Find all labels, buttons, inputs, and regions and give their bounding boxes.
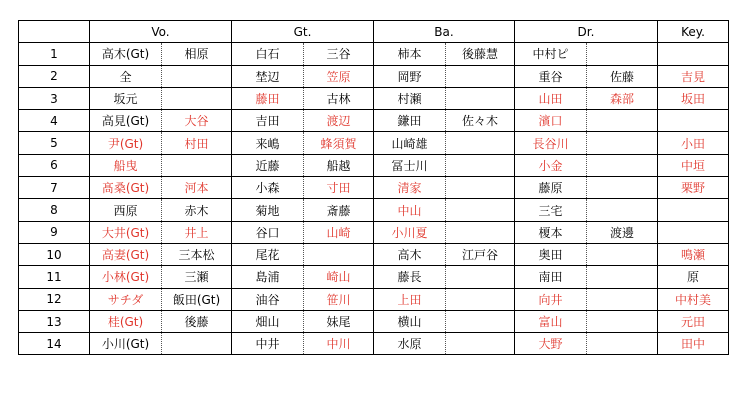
cell-vocal-2: 三瀬 [162, 266, 232, 288]
cell-keyboard: 鳴瀬 [658, 243, 729, 265]
cell-drums-1: 南田 [515, 266, 587, 288]
cell-drums-2 [587, 177, 658, 199]
cell-vocal-2 [162, 333, 232, 355]
cell-guitar-2: 妹尾 [304, 310, 374, 332]
cell-vocal-1: 大井(Gt) [90, 221, 162, 243]
schedule-table-wrapper [18, 20, 729, 355]
cell-drums-2 [587, 154, 658, 176]
cell-vocal-1: 桂(Gt) [90, 310, 162, 332]
cell-guitar-1: 来嶋 [232, 132, 304, 154]
cell-guitar-2: 山崎 [304, 221, 374, 243]
cell-vocal-1: 船曳 [90, 154, 162, 176]
table-row [19, 288, 729, 310]
cell-bass-1: 小川夏 [374, 221, 446, 243]
cell-drums-1: 三宅 [515, 199, 587, 221]
cell-keyboard [658, 199, 729, 221]
cell-bass-2 [446, 132, 515, 154]
table-row [19, 154, 729, 176]
cell-guitar-1: 埜辺 [232, 65, 304, 87]
cell-guitar-2: 崎山 [304, 266, 374, 288]
cell-keyboard: 元田 [658, 310, 729, 332]
cell-bass-1: 中山 [374, 199, 446, 221]
cell-vocal-2 [162, 154, 232, 176]
row-number: 7 [19, 177, 90, 199]
cell-guitar-1: 菊地 [232, 199, 304, 221]
header-number [19, 21, 90, 43]
cell-bass-1: 高木 [374, 243, 446, 265]
row-number: 12 [19, 288, 90, 310]
cell-drums-1: 重谷 [515, 65, 587, 87]
row-number: 2 [19, 65, 90, 87]
cell-vocal-2: 大谷 [162, 110, 232, 132]
cell-bass-1: 山崎雄 [374, 132, 446, 154]
cell-bass-2 [446, 199, 515, 221]
cell-drums-1: 向井 [515, 288, 587, 310]
cell-vocal-2: 井上 [162, 221, 232, 243]
table-row [19, 87, 729, 109]
row-number: 13 [19, 310, 90, 332]
cell-drums-1: 山田 [515, 87, 587, 109]
cell-drums-2 [587, 333, 658, 355]
cell-keyboard [658, 110, 729, 132]
cell-keyboard: 小田 [658, 132, 729, 154]
cell-keyboard: 中垣 [658, 154, 729, 176]
cell-drums-2 [587, 266, 658, 288]
cell-guitar-2: 蜂須賀 [304, 132, 374, 154]
cell-vocal-2: 三本松 [162, 243, 232, 265]
cell-bass-1: 水原 [374, 333, 446, 355]
cell-bass-1: 鎌田 [374, 110, 446, 132]
cell-vocal-2: 飯田(Gt) [162, 288, 232, 310]
cell-keyboard: 中村美 [658, 288, 729, 310]
cell-guitar-2: 斎藤 [304, 199, 374, 221]
cell-bass-1: 岡野 [374, 65, 446, 87]
cell-guitar-1: 谷口 [232, 221, 304, 243]
cell-guitar-2: 古林 [304, 87, 374, 109]
cell-vocal-1: 小林(Gt) [90, 266, 162, 288]
table-row [19, 177, 729, 199]
cell-drums-2 [587, 288, 658, 310]
cell-keyboard [658, 43, 729, 65]
row-number: 5 [19, 132, 90, 154]
cell-drums-2 [587, 310, 658, 332]
cell-bass-1: 冨士川 [374, 154, 446, 176]
cell-keyboard [658, 221, 729, 243]
header-guitar: Gt. [232, 21, 374, 43]
table-row [19, 199, 729, 221]
header-vocal: Vo. [90, 21, 232, 43]
cell-vocal-1: 高木(Gt) [90, 43, 162, 65]
cell-vocal-2: 村田 [162, 132, 232, 154]
cell-guitar-2: 笹川 [304, 288, 374, 310]
row-number: 11 [19, 266, 90, 288]
cell-drums-1: 榎本 [515, 221, 587, 243]
cell-guitar-1: 藤田 [232, 87, 304, 109]
cell-bass-2: 佐々木 [446, 110, 515, 132]
row-number: 8 [19, 199, 90, 221]
cell-drums-1: 長谷川 [515, 132, 587, 154]
cell-guitar-2: 笠原 [304, 65, 374, 87]
cell-vocal-2: 相原 [162, 43, 232, 65]
band-schedule-table [18, 20, 729, 355]
cell-bass-2 [446, 154, 515, 176]
cell-drums-2: 渡邊 [587, 221, 658, 243]
cell-vocal-1: 小川(Gt) [90, 333, 162, 355]
cell-drums-1: 大野 [515, 333, 587, 355]
cell-vocal-1: 髙桑(Gt) [90, 177, 162, 199]
cell-keyboard: 栗野 [658, 177, 729, 199]
cell-bass-1: 藤長 [374, 266, 446, 288]
cell-drums-2: 佐藤 [587, 65, 658, 87]
cell-bass-2 [446, 87, 515, 109]
table-row [19, 110, 729, 132]
cell-vocal-1: 尹(Gt) [90, 132, 162, 154]
cell-guitar-1: 油谷 [232, 288, 304, 310]
cell-bass-2 [446, 266, 515, 288]
cell-vocal-2: 河本 [162, 177, 232, 199]
cell-vocal-2: 赤木 [162, 199, 232, 221]
cell-guitar-2: 渡辺 [304, 110, 374, 132]
cell-bass-1: 上田 [374, 288, 446, 310]
table-row [19, 243, 729, 265]
cell-drums-2 [587, 132, 658, 154]
cell-keyboard: 原 [658, 266, 729, 288]
cell-drums-2: 森部 [587, 87, 658, 109]
cell-guitar-1: 島浦 [232, 266, 304, 288]
cell-bass-2 [446, 221, 515, 243]
cell-guitar-1: 尾花 [232, 243, 304, 265]
cell-keyboard: 田中 [658, 333, 729, 355]
row-number: 6 [19, 154, 90, 176]
row-number: 10 [19, 243, 90, 265]
table-body [19, 21, 729, 355]
cell-drums-2 [587, 243, 658, 265]
cell-bass-1: 村瀬 [374, 87, 446, 109]
cell-vocal-2: 後藤 [162, 310, 232, 332]
row-number: 1 [19, 43, 90, 65]
cell-guitar-2: 寸田 [304, 177, 374, 199]
table-row [19, 266, 729, 288]
row-number: 4 [19, 110, 90, 132]
cell-vocal-2 [162, 65, 232, 87]
cell-guitar-2 [304, 243, 374, 265]
cell-vocal-1: 高見(Gt) [90, 110, 162, 132]
cell-guitar-1: 畑山 [232, 310, 304, 332]
cell-guitar-1: 小森 [232, 177, 304, 199]
table-row [19, 132, 729, 154]
row-number: 9 [19, 221, 90, 243]
cell-guitar-1: 白石 [232, 43, 304, 65]
row-number: 14 [19, 333, 90, 355]
cell-guitar-1: 吉田 [232, 110, 304, 132]
cell-vocal-1: 全 [90, 65, 162, 87]
cell-guitar-2: 船越 [304, 154, 374, 176]
cell-drums-1: 藤原 [515, 177, 587, 199]
cell-drums-2 [587, 199, 658, 221]
cell-drums-1: 小金 [515, 154, 587, 176]
cell-vocal-1: 坂元 [90, 87, 162, 109]
cell-bass-2 [446, 310, 515, 332]
cell-drums-2 [587, 43, 658, 65]
cell-drums-1: 奥田 [515, 243, 587, 265]
cell-bass-2 [446, 333, 515, 355]
cell-bass-1: 柿本 [374, 43, 446, 65]
cell-guitar-2: 中川 [304, 333, 374, 355]
cell-bass-1: 清家 [374, 177, 446, 199]
cell-bass-2 [446, 288, 515, 310]
cell-vocal-1: 高妻(Gt) [90, 243, 162, 265]
cell-vocal-2 [162, 87, 232, 109]
cell-keyboard: 坂田 [658, 87, 729, 109]
table-row [19, 221, 729, 243]
cell-keyboard: 吉見 [658, 65, 729, 87]
cell-bass-2 [446, 65, 515, 87]
header-bass: Ba. [374, 21, 515, 43]
cell-bass-1: 横山 [374, 310, 446, 332]
cell-vocal-1: サチダ [90, 288, 162, 310]
cell-guitar-1: 中井 [232, 333, 304, 355]
row-number: 3 [19, 87, 90, 109]
header-keyboard: Key. [658, 21, 729, 43]
cell-drums-1: 中村ピ [515, 43, 587, 65]
table-row [19, 310, 729, 332]
cell-vocal-1: 西原 [90, 199, 162, 221]
table-row [19, 333, 729, 355]
cell-drums-1: 濱口 [515, 110, 587, 132]
cell-bass-2 [446, 177, 515, 199]
cell-guitar-2: 三谷 [304, 43, 374, 65]
cell-drums-1: 富山 [515, 310, 587, 332]
header-drums: Dr. [515, 21, 658, 43]
table-row [19, 65, 729, 87]
cell-guitar-1: 近藤 [232, 154, 304, 176]
header-row [19, 21, 729, 43]
cell-bass-2: 江戸谷 [446, 243, 515, 265]
table-row [19, 43, 729, 65]
cell-bass-2: 後藤慧 [446, 43, 515, 65]
cell-drums-2 [587, 110, 658, 132]
